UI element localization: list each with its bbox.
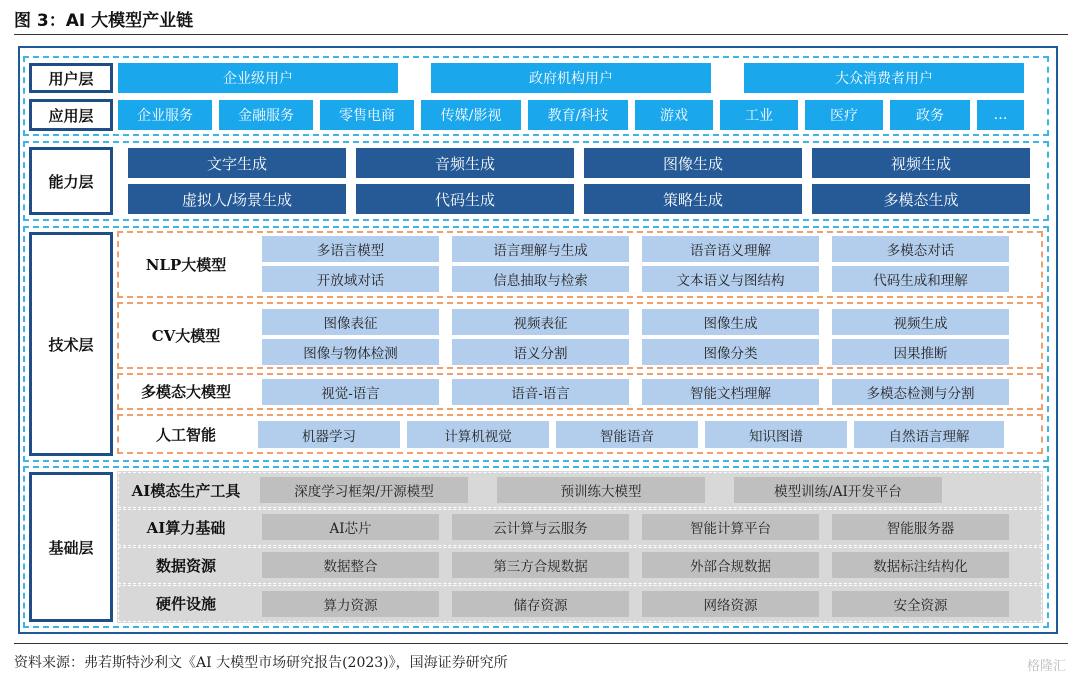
base-item: 云计算与云服务 [452, 514, 629, 540]
nlp-item: 语言理解与生成 [452, 236, 629, 262]
app-item: 传媒/影视 [421, 100, 521, 130]
multimodal-item: 智能文档理解 [642, 379, 819, 405]
watermark-logo: 格隆汇 [1026, 659, 1066, 674]
user-layer-label: 用户层 [29, 63, 113, 93]
nlp-item: 多模态对话 [832, 236, 1009, 262]
cv-item: 因果推断 [832, 339, 1009, 365]
base-item: AI芯片 [262, 514, 439, 540]
capability-item: 代码生成 [356, 184, 574, 214]
ai-item: 自然语言理解 [854, 421, 1004, 448]
nlp-item: 语音语义理解 [642, 236, 819, 262]
base-item: 外部合规数据 [642, 552, 819, 578]
cv-item: 图像与物体检测 [262, 339, 439, 365]
cv-item: 视频表征 [452, 309, 629, 335]
ai-item: 智能语音 [556, 421, 698, 448]
base-item: 数据整合 [262, 552, 439, 578]
base-item: 储存资源 [452, 591, 629, 617]
nlp-item: 代码生成和理解 [832, 266, 1009, 292]
nlp-item: 文本语义与图结构 [642, 266, 819, 292]
app-item: 企业服务 [118, 100, 212, 130]
base-item: 安全资源 [832, 591, 1009, 617]
app-item-more: … [977, 100, 1024, 130]
app-layer-label: 应用层 [29, 99, 113, 131]
cv-item: 语义分割 [452, 339, 629, 365]
app-item: 政务 [890, 100, 970, 130]
app-item: 医疗 [805, 100, 883, 130]
user-item: 企业级用户 [118, 63, 398, 93]
multimodal-item: 多模态检测与分割 [832, 379, 1009, 405]
multimodal-item: 视觉-语言 [262, 379, 439, 405]
nlp-group-label: NLP大模型 [145, 255, 227, 274]
nlp-item: 多语言模型 [262, 236, 439, 262]
cv-group-label: CV大模型 [151, 326, 221, 345]
figure-title: 图 3：AI 大模型产业链 [14, 11, 194, 31]
app-item: 零售电商 [320, 100, 414, 130]
title-rule [14, 34, 1068, 35]
capability-item: 虚拟人/场景生成 [128, 184, 346, 214]
multimodal-group-label: 多模态大模型 [140, 383, 231, 401]
capability-item: 视频生成 [812, 148, 1030, 178]
base-row-label: 硬件设施 [155, 595, 216, 613]
base-row-label: AI算力基础 [146, 519, 226, 537]
cv-item: 图像表征 [262, 309, 439, 335]
capability-item: 多模态生成 [812, 184, 1030, 214]
base-item: 网络资源 [642, 591, 819, 617]
cv-item: 图像生成 [642, 309, 819, 335]
footer-rule [14, 643, 1068, 644]
base-item: 预训练大模型 [497, 477, 705, 503]
base-layer-label: 基础层 [29, 472, 113, 622]
base-item: 深度学习框架/开源模型 [260, 477, 468, 503]
capability-item: 图像生成 [584, 148, 802, 178]
base-item: 算力资源 [262, 591, 439, 617]
base-item: 智能计算平台 [642, 514, 819, 540]
capability-item: 文字生成 [128, 148, 346, 178]
ai-item: 机器学习 [258, 421, 400, 448]
base-item: 数据标注结构化 [832, 552, 1009, 578]
base-item: 智能服务器 [832, 514, 1009, 540]
base-item: 第三方合规数据 [452, 552, 629, 578]
app-item: 教育/科技 [528, 100, 628, 130]
ai-item: 知识图谱 [705, 421, 847, 448]
user-item: 大众消费者用户 [744, 63, 1024, 93]
base-row-label: AI模态生产工具 [131, 481, 241, 500]
multimodal-item: 语音-语言 [452, 379, 629, 405]
app-item: 工业 [720, 100, 798, 130]
base-item: 模型训练/AI开发平台 [734, 477, 942, 503]
app-item: 游戏 [635, 100, 713, 130]
cv-item: 视频生成 [832, 309, 1009, 335]
base-row-label: 数据资源 [155, 557, 216, 575]
tech-layer-label: 技术层 [29, 232, 113, 456]
nlp-item: 开放域对话 [262, 266, 439, 292]
ai-item: 计算机视觉 [407, 421, 549, 448]
nlp-item: 信息抽取与检索 [452, 266, 629, 292]
app-item: 金融服务 [219, 100, 313, 130]
cv-item: 图像分类 [642, 339, 819, 365]
capability-item: 音频生成 [356, 148, 574, 178]
source-note: 资料来源：弗若斯特沙利文《AI 大模型市场研究报告(2023)》，国海证券研究所 [14, 655, 508, 671]
capability-layer-label: 能力层 [29, 147, 113, 215]
user-item: 政府机构用户 [431, 63, 711, 93]
ai-group-label: 人工智能 [155, 425, 216, 444]
capability-item: 策略生成 [584, 184, 802, 214]
